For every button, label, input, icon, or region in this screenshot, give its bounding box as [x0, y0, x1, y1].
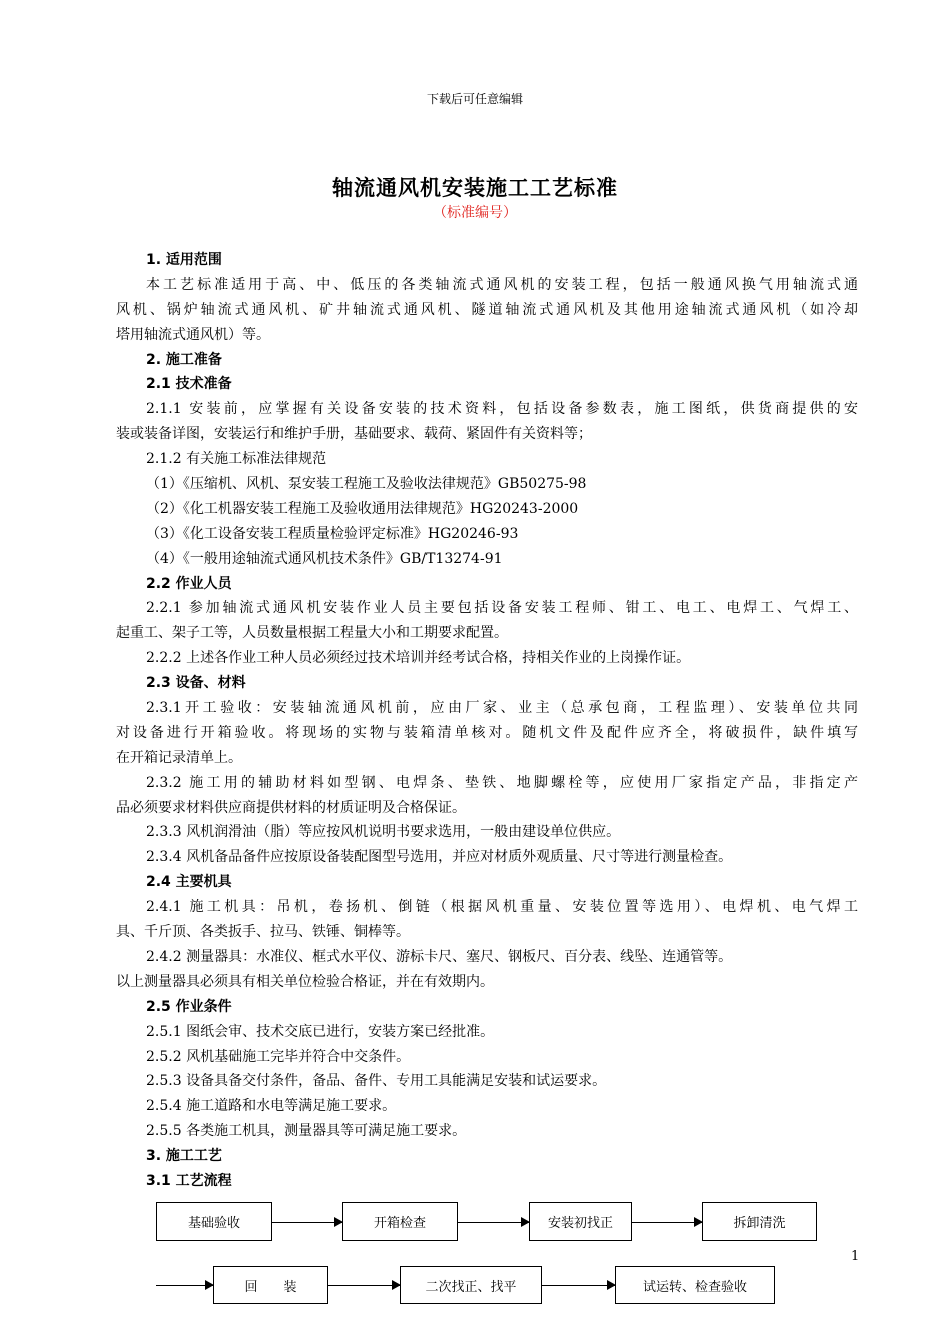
body-line: （4）《一般用途轴流式通风机技术条件》GB/T13274-91: [146, 550, 503, 567]
document-title: 轴流通风机安装施工工艺标准: [332, 176, 618, 200]
header-note: 下载后可任意编辑: [426, 92, 523, 106]
flow-step-unpacking-check: 开箱检查: [342, 1202, 458, 1241]
body-line: 塔用轴流式通风机）等。: [116, 326, 270, 343]
body-line: 本工艺标准适用于高、中、低压的各类轴流式通风机的安装工程，包括一般通风换气用轴流式通: [146, 276, 858, 293]
body-line: 2.5.5 各类施工机具，测量器具等可满足施工要求。: [146, 1123, 467, 1140]
body-line: 2.5.1 图纸会审、技术交底已进行，安装方案已经批准。: [146, 1023, 495, 1040]
document-body: [116, 248, 858, 1194]
body-line: （2）《化工机器安装工程施工及验收通用法律规范》HG20243-2000: [146, 500, 579, 517]
flow-arrow: [328, 1285, 400, 1286]
body-line: 2.2.2 上述各作业工种人员必须经过技术培训并经考试合格，持相关作业的上岗操作证。: [146, 650, 691, 667]
flow-arrow: [458, 1222, 529, 1223]
flow-step-trial-run-inspection: 试运转、检查验收: [615, 1266, 775, 1304]
section-heading: 2. 施工准备: [146, 351, 222, 368]
body-line: （3）《化工设备安装工程质量检验评定标准》HG20246-93: [146, 525, 519, 542]
body-line: （1）《压缩机、风机、泵安装工程施工及验收法律规范》GB50275-98: [146, 476, 587, 493]
body-line: 2.3.2 施工用的辅助材料如型钢、电焊条、垫铁、地脚螺栓等，应使用厂家指定产品，非指定产: [146, 774, 858, 791]
body-line: 具、千斤顶、各类扳手、拉马、铁锤、铜棒等。: [116, 924, 410, 941]
body-line: 2.4.2 测量器具：水准仪、框式水平仪、游标卡尺、塞尺、钢板尺、百分表、线坠、连通管等。: [146, 948, 733, 965]
section-heading: 1. 适用范围: [146, 252, 222, 268]
flow-step-disassembly-cleaning: 拆卸清洗: [702, 1202, 817, 1241]
section-heading: 2.1 技术准备: [146, 376, 232, 393]
body-line: 2.4.1 施工机具：吊机，卷扬机、倒链（根据风机重量、安装位置等选用）、电焊机、电气焊工: [146, 899, 858, 916]
flow-step-initial-alignment: 安装初找正: [529, 1202, 632, 1241]
flow-arrow: [272, 1222, 342, 1223]
section-heading: 2.4 主要机具: [146, 874, 232, 891]
body-line: 品必须要求材料供应商提供材料的材质证明及合格保证。: [116, 799, 466, 816]
section-heading: 2.5 作业条件: [146, 998, 232, 1015]
body-line: 以上测量器具必须具有相关单位检验合格证，并在有效期内。: [116, 973, 494, 990]
section-heading: 2.2 作业人员: [146, 575, 232, 592]
document-subtitle: （标准编号）: [433, 205, 517, 221]
body-line: 2.5.4 施工道路和水电等满足施工要求。: [146, 1098, 397, 1115]
body-line: 2.3.4 风机备品备件应按原设备装配图型号选用，并应对材质外观质量、尺寸等进行测量检查。: [146, 849, 733, 866]
flow-arrow: [156, 1285, 213, 1286]
body-line: 对设备进行开箱验收。将现场的实物与装箱清单核对。随机文件及配件应齐全，将破损件，缺件填写: [116, 724, 858, 741]
flow-arrow: [632, 1222, 702, 1223]
section-heading: 3.1 工艺流程: [146, 1172, 232, 1189]
body-line: 在开箱记录清单上。: [116, 749, 242, 766]
body-line: 2.3.1开工验收：安装轴流通风机前，应由厂家、业主（总承包商，工程监理）、安装单位共同: [146, 700, 858, 717]
body-line: 2.1.2 有关施工标准法律规范: [146, 451, 327, 468]
body-line: 装或装备详图，安装运行和维护手册，基础要求、载荷、紧固件有关资料等；: [116, 426, 592, 443]
body-line: 2.3.3 风机润滑油（脂）等应按风机说明书要求选用，一般由建设单位供应。: [146, 824, 621, 841]
flow-step-foundation-acceptance: 基础验收: [156, 1202, 272, 1241]
body-line: 起重工、架子工等，人员数量根据工程量大小和工期要求配置。: [116, 625, 508, 642]
flow-step-secondary-alignment: 二次找正、找平: [400, 1266, 542, 1304]
body-line: 2.1.1 安装前，应掌握有关设备安装的技术资料，包括设备参数表，施工图纸，供货商提供的安: [146, 401, 858, 418]
body-line: 2.5.3 设备具备交付条件，备品、备件、专用工具能满足安装和试运要求。: [146, 1073, 607, 1090]
section-heading: 2.3 设备、材料: [146, 675, 246, 692]
body-line: 2.2.1 参加轴流式通风机安装作业人员主要包括设备安装工程师、钳工、电工、电焊工、气焊工、: [146, 600, 858, 617]
flow-arrow: [542, 1285, 615, 1286]
page-number: 1: [851, 1249, 860, 1264]
flow-step-reassembly: 回 装: [213, 1266, 328, 1304]
body-line: 2.5.2 风机基础施工完毕并符合中交条件。: [146, 1048, 411, 1065]
section-heading: 3. 施工工艺: [146, 1148, 222, 1165]
body-line: 风机、锅炉轴流式通风机、矿井轴流式通风机、隧道轴流式通风机及其他用途轴流式通风机（如冷却: [116, 301, 858, 318]
